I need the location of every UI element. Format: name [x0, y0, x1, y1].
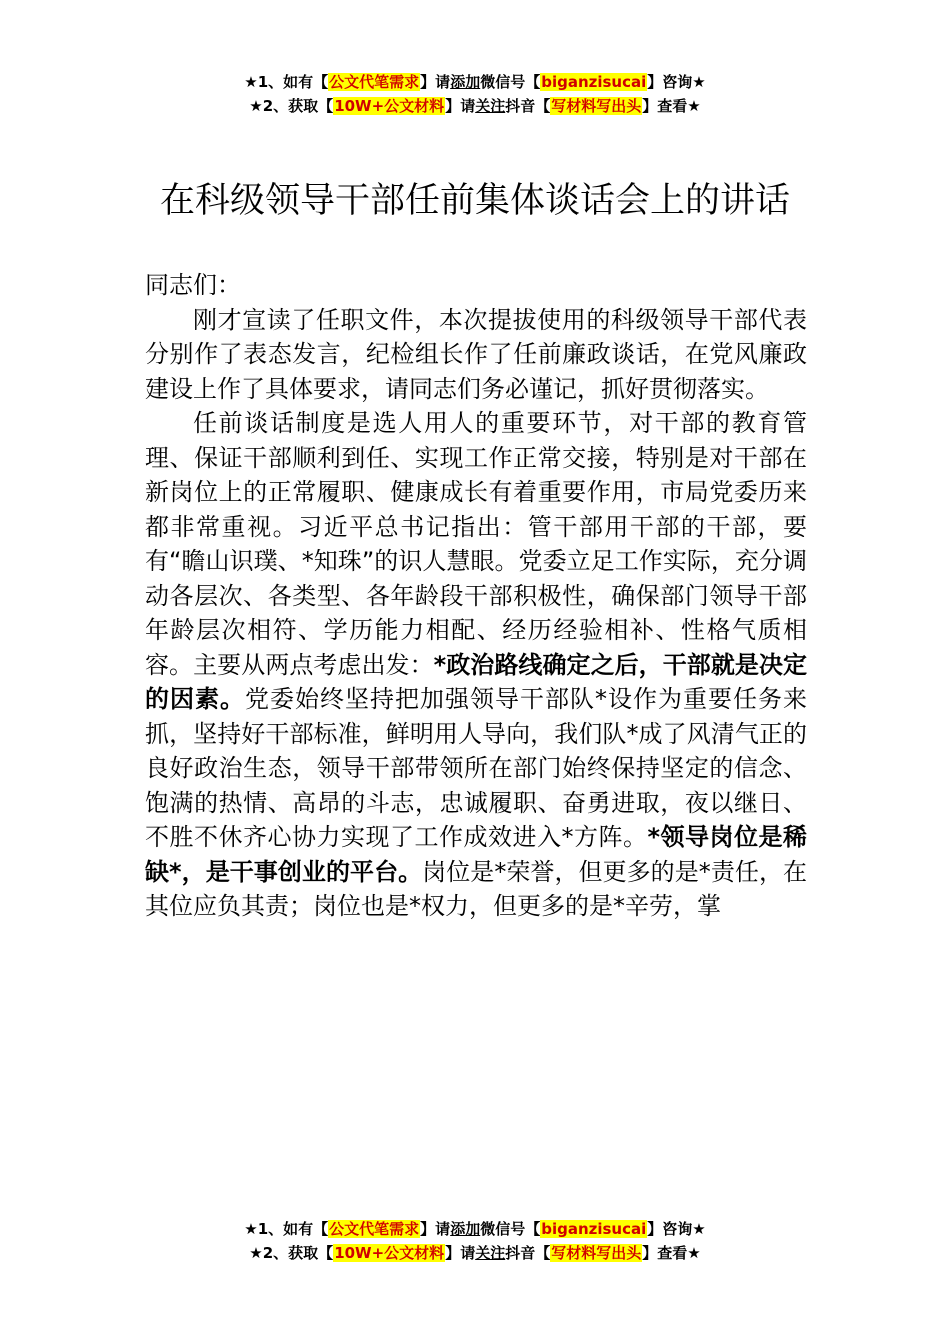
paragraph-1: 刚才宣读了任职文件，本次提拔使用的科级领导干部代表分别作了表态发言，纪检组长作了任前廉政谈话，在党风廉政建设上作了具体要求，请同志们务必谨记，抓好贯彻落实。	[145, 305, 807, 403]
document-body	[145, 268, 807, 924]
banner-text: 】咨询★	[647, 1220, 706, 1238]
banner-text: ★1、如有【	[244, 73, 329, 91]
banner-underline: 添加	[450, 73, 481, 91]
bold-emphasis: *领导岗位是稀缺*，是干事创业的平台。	[145, 823, 807, 886]
banner-text: 】查看★	[642, 1244, 701, 1262]
banner-text: ★1、如有【	[244, 1220, 329, 1238]
banner-line-1	[0, 1217, 950, 1241]
banner-text: ★2、获取【	[249, 1244, 334, 1262]
banner-text: 】查看★	[642, 97, 701, 115]
banner-text: 】请	[445, 97, 476, 115]
paragraph-text: 任前谈话制度是选人用人的重要环节，对干部的教育管理、保证干部顺利到任、实现工作正常交接，特别是对干部在新岗位上的正常履职、健康成长有着重要作用，市局党委历来都非常重视。习近平总书记指出：管干部用干部的干部，要有“瞻山识璞、*知珠”的识人慧眼。党委立足工作实际，充分调动各层次、各类型、各年龄段干部积极性，确保部门领导干部年龄层次相符、学历能力相配、经历经验相补、性格气质相容。主要从两点考虑出发：	[145, 409, 807, 679]
banner-highlight: 10W+公文材料	[334, 1244, 445, 1262]
banner-douyin-id: 写材料写出头	[551, 1244, 642, 1262]
banner-text: ★2、获取【	[249, 97, 334, 115]
banner-text: 】请	[420, 1220, 451, 1238]
banner-text: 抖音【	[505, 1244, 551, 1262]
banner-text: 】请	[420, 73, 451, 91]
banner-highlight: 10W+公文材料	[334, 97, 445, 115]
banner-text: 抖音【	[505, 97, 551, 115]
paragraph-2	[145, 406, 807, 924]
banner-text: 】请	[445, 1244, 476, 1262]
banner-underline: 关注	[475, 1244, 506, 1262]
banner-wechat-id: biganzisucai	[541, 1220, 647, 1238]
banner-line-2	[0, 94, 950, 118]
banner-highlight: 公文代笔需求	[329, 73, 420, 91]
banner-line-2	[0, 1241, 950, 1265]
banner-underline: 关注	[475, 97, 506, 115]
banner-underline: 添加	[450, 1220, 481, 1238]
banner-line-1	[0, 70, 950, 94]
salutation: 同志们：	[145, 271, 241, 299]
banner-text: 微信号【	[480, 1220, 541, 1238]
footer-banner	[0, 1217, 950, 1265]
document-title: 在科级领导干部任前集体谈话会上的讲话	[159, 181, 790, 221]
paragraph-text: 岗位是*荣誉，但更多的是*责任，在其位应负其责；岗位也是*权力，但更多的是*辛劳，掌	[145, 857, 807, 920]
paragraph-text: 党委始终坚持把加强领导干部队*设作为重要任务来抓，坚持好干部标准，鲜明用人导向，我们队*成了风清气正的良好政治生态，领导干部带领所在部门始终保持坚定的信念、饱满的热情、高昂的斗志，忠诚履职、奋勇进取，夜以继日、不胜不休齐心协力实现了工作成效进入*方阵。	[145, 685, 807, 851]
banner-wechat-id: biganzisucai	[541, 73, 647, 91]
banner-douyin-id: 写材料写出头	[551, 97, 642, 115]
banner-highlight: 公文代笔需求	[329, 1220, 420, 1238]
header-banner	[0, 70, 950, 118]
banner-text: 】咨询★	[647, 73, 706, 91]
bold-emphasis: *政治路线确定之后，干部就是决定的因素。	[145, 650, 807, 713]
banner-text: 微信号【	[480, 73, 541, 91]
